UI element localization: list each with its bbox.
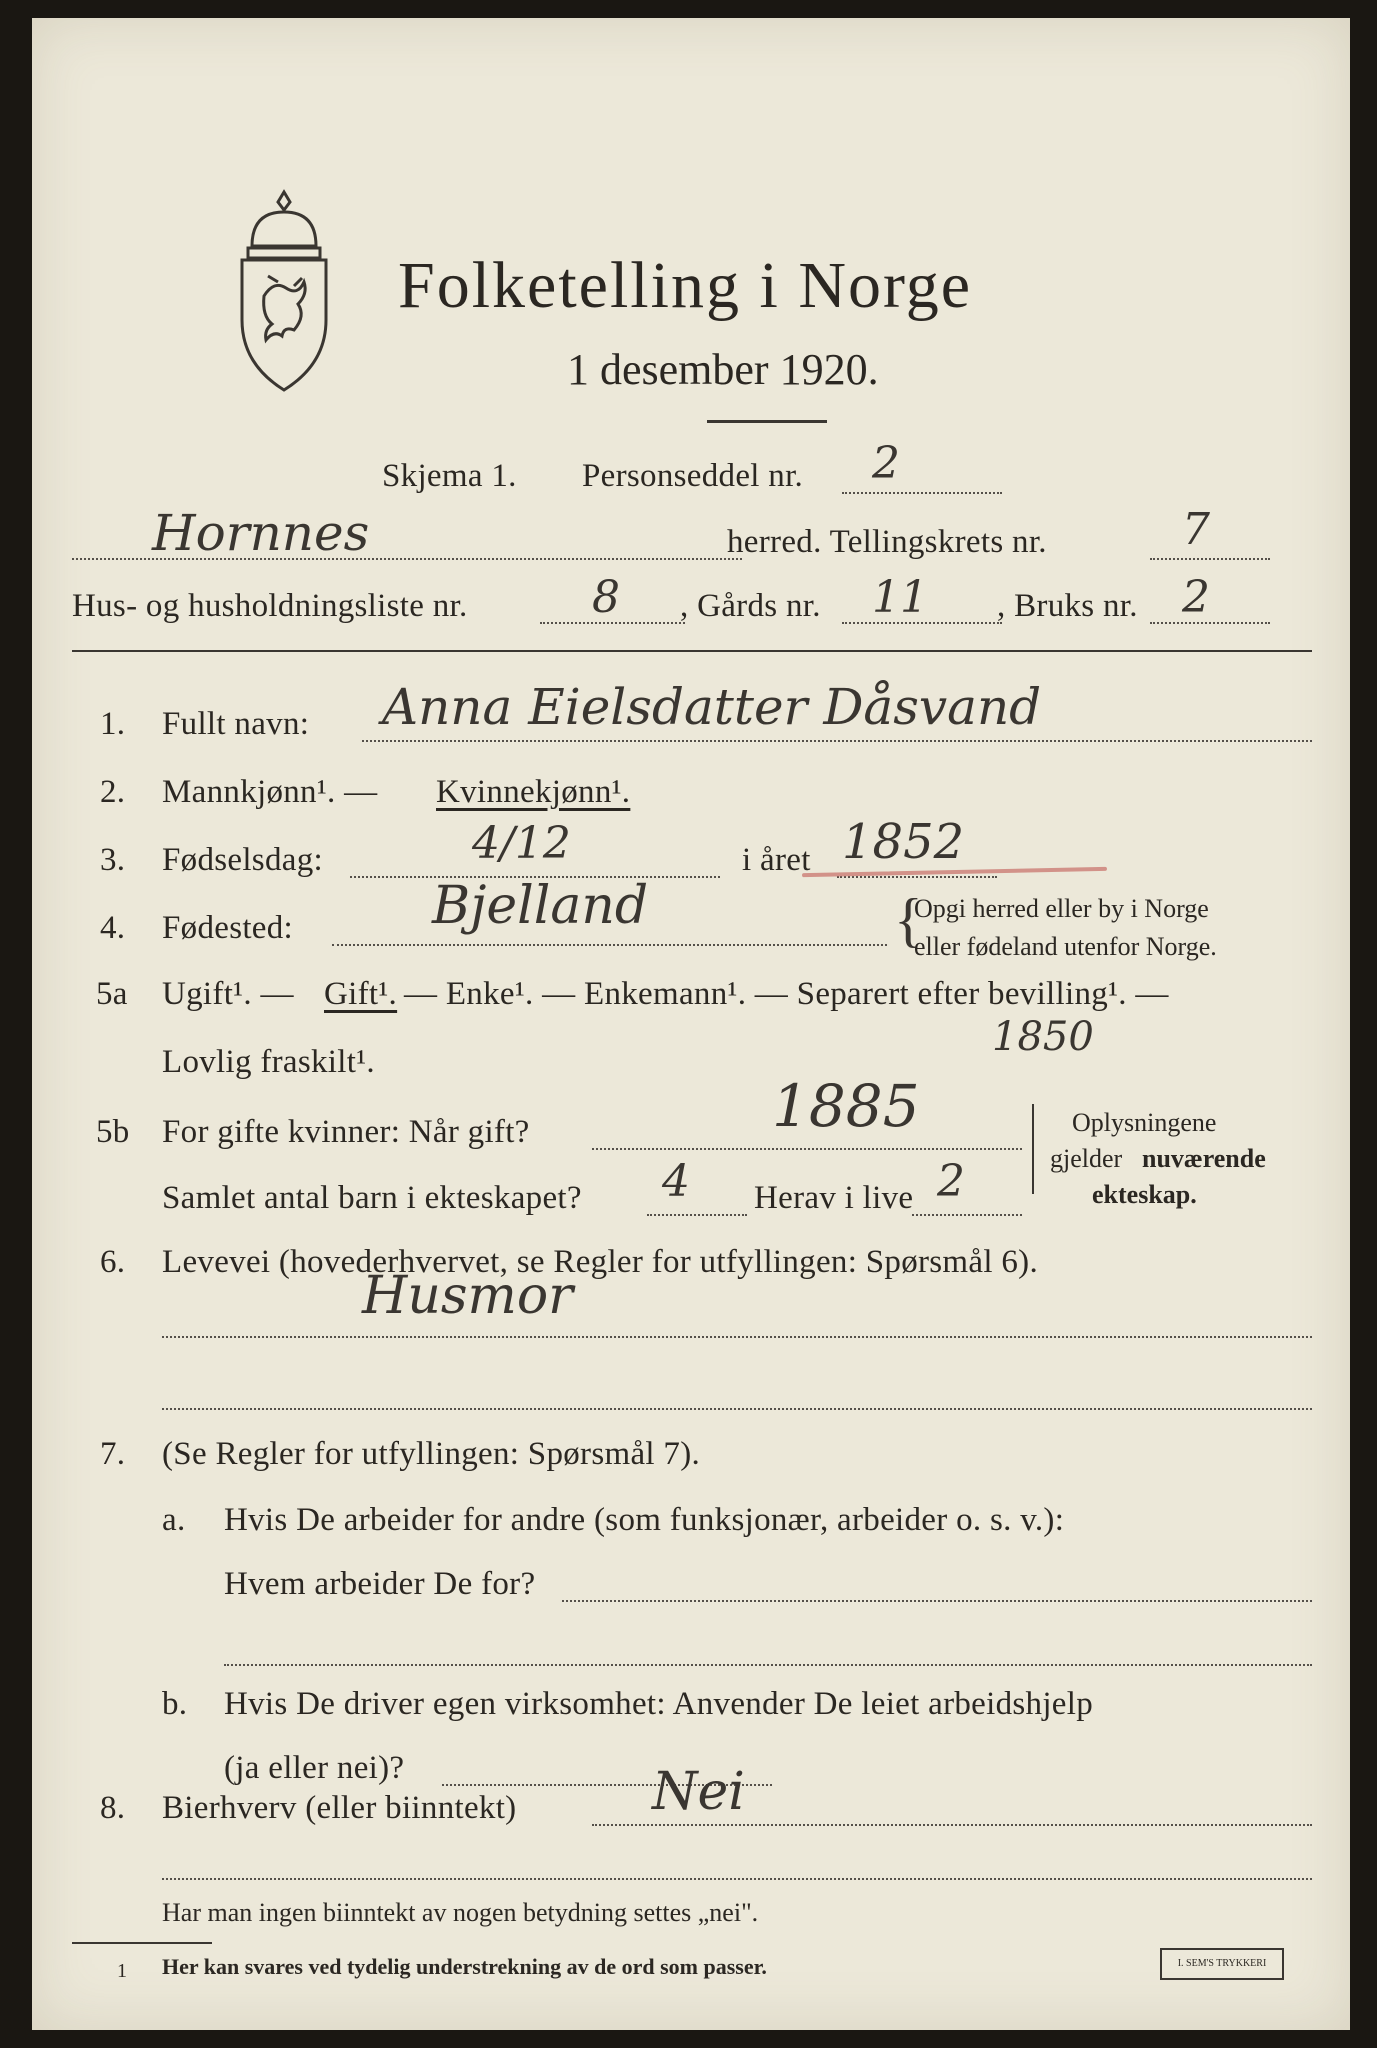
census-date: 1 desember 1920. (567, 345, 879, 394)
children-line (647, 1214, 747, 1216)
q7b-label: Hvis De driver egen virksomhet: Anvender De leiet arbeidshjelp (224, 1686, 1094, 1722)
employer-line-2[interactable] (224, 1664, 1312, 1666)
form-title: Folketelling i Norge (398, 249, 973, 322)
alive-label: Herav i live (754, 1180, 914, 1216)
bruks-label: , Bruks nr. (997, 588, 1138, 624)
q6-number: 6. (100, 1244, 126, 1280)
q7-number: 7. (100, 1436, 126, 1472)
herred-value[interactable]: Hornnes (152, 504, 370, 562)
title-divider (707, 420, 827, 423)
marriage-year-value[interactable]: 1885 (772, 1072, 920, 1140)
hus-value[interactable]: 8 (592, 572, 620, 623)
hus-label: Hus- og husholdningsliste nr. (72, 588, 468, 624)
birthplace-line (332, 944, 887, 946)
footnote-divider (72, 1942, 212, 1944)
q7a-label: Hvis De arbeider for andre (som funksjonær, arbeider o. s. v.): (224, 1502, 1065, 1538)
occupation-value[interactable]: Husmor (362, 1266, 573, 1326)
q7a-label2: Hvem arbeider De for? (224, 1566, 536, 1602)
q5b-note-line2a: gjelder (1050, 1144, 1123, 1173)
q5b-number: 5b (96, 1114, 130, 1150)
marital-options[interactable]: — Enke¹. — Enkemann¹. — Separert efter bevilling¹. — (404, 976, 1169, 1012)
q3-number: 3. (100, 842, 126, 878)
q8-label: Bierhverv (eller biinntekt) (162, 1790, 517, 1826)
q4-number: 4. (100, 910, 126, 946)
header-divider (72, 650, 1312, 652)
coat-of-arms-icon (228, 186, 340, 396)
q5b-note-line3: ekteskap. (1092, 1180, 1197, 1209)
q7a-letter: a. (162, 1502, 186, 1538)
printer-stamp: I. SEM'S TRYKKERI (1160, 1948, 1284, 1980)
footer-note: Har man ingen biinntekt av nogen betydning settes „nei". (162, 1898, 759, 1927)
alive-line (912, 1214, 1022, 1216)
footnote-text: Her kan svares ved tydelig understrekning av de ord som passer. (162, 1954, 767, 1979)
q2-number: 2. (100, 774, 126, 810)
occupation-line (162, 1336, 1312, 1338)
q5b-note-bracket (1032, 1104, 1034, 1194)
year-line (837, 876, 997, 878)
personseddel-label: Personseddel nr. (582, 458, 804, 494)
skjema-label: Skjema 1. (382, 458, 517, 494)
employer-line[interactable] (562, 1600, 1312, 1602)
full-name-value[interactable]: Anna Eielsdatter Dåsvand (382, 678, 1042, 736)
children-label: Samlet antal barn i ekteskapet? (162, 1180, 582, 1216)
q4-brace: { (894, 887, 923, 953)
q5b-note-line1: Oplysningene (1072, 1108, 1217, 1137)
q4-note-line2: eller fødeland utenfor Norge. (914, 932, 1217, 961)
side-income-value[interactable]: Nei (652, 1762, 745, 1822)
marriage-year-line (592, 1148, 1022, 1150)
occupation-line-2 (162, 1408, 1312, 1410)
year-label: i året (742, 842, 811, 878)
tellingskrets-line (1150, 558, 1270, 560)
bruks-value[interactable]: 2 (1182, 572, 1210, 623)
q5a-number: 5a (96, 976, 128, 1012)
tellingskrets-value[interactable]: 7 (1182, 504, 1210, 555)
q6-label: Levevei (hovederhvervet, se Regler for utfyllingen: Spørsmål 6). (162, 1244, 1039, 1280)
gards-label: , Gårds nr. (680, 588, 821, 624)
footnote-marker: 1 (117, 1960, 127, 1982)
fraskilt-option[interactable]: Lovlig fraskilt¹. (162, 1044, 375, 1080)
side-income-line (592, 1824, 1312, 1826)
q8-number: 8. (100, 1790, 126, 1826)
mannkjonn-option[interactable]: Mannkjønn¹. — (162, 774, 378, 810)
census-form (32, 18, 1350, 2030)
q1-label: Fullt navn: (162, 706, 310, 742)
personseddel-value[interactable]: 2 (872, 438, 900, 489)
kvinnekjonn-option[interactable]: Kvinnekjønn¹. (436, 774, 631, 810)
q1-line (362, 740, 1312, 742)
birthday-value[interactable]: 4/12 (472, 818, 571, 869)
q3-label: Fødselsdag: (162, 842, 323, 878)
side-income-line-2 (162, 1878, 1312, 1880)
q5b-note-line2b: nuværende (1142, 1144, 1266, 1173)
birth-year-correction: 1850 (992, 1014, 1094, 1060)
q5b-label: For gifte kvinner: Når gift? (162, 1114, 530, 1150)
gards-value[interactable]: 11 (872, 572, 928, 623)
q7b-label2: (ja eller nei)? (224, 1750, 405, 1786)
bruks-line (1150, 622, 1270, 624)
birth-year-value[interactable]: 1852 (842, 814, 965, 870)
alive-value[interactable]: 2 (937, 1156, 965, 1207)
gift-option[interactable]: Gift¹. (324, 976, 398, 1012)
herred-label: herred. Tellingskrets nr. (727, 524, 1047, 560)
q7-label: (Se Regler for utfyllingen: Spørsmål 7). (162, 1436, 701, 1472)
q4-label: Fødested: (162, 910, 294, 946)
q1-number: 1. (100, 706, 126, 742)
q7b-letter: b. (162, 1686, 188, 1722)
children-value[interactable]: 4 (662, 1156, 690, 1207)
personseddel-line (842, 492, 1002, 494)
birthplace-value[interactable]: Bjelland (432, 876, 649, 936)
ugift-option[interactable]: Ugift¹. — (162, 976, 294, 1012)
q4-note-line1: Opgi herred eller by i Norge (914, 894, 1209, 923)
